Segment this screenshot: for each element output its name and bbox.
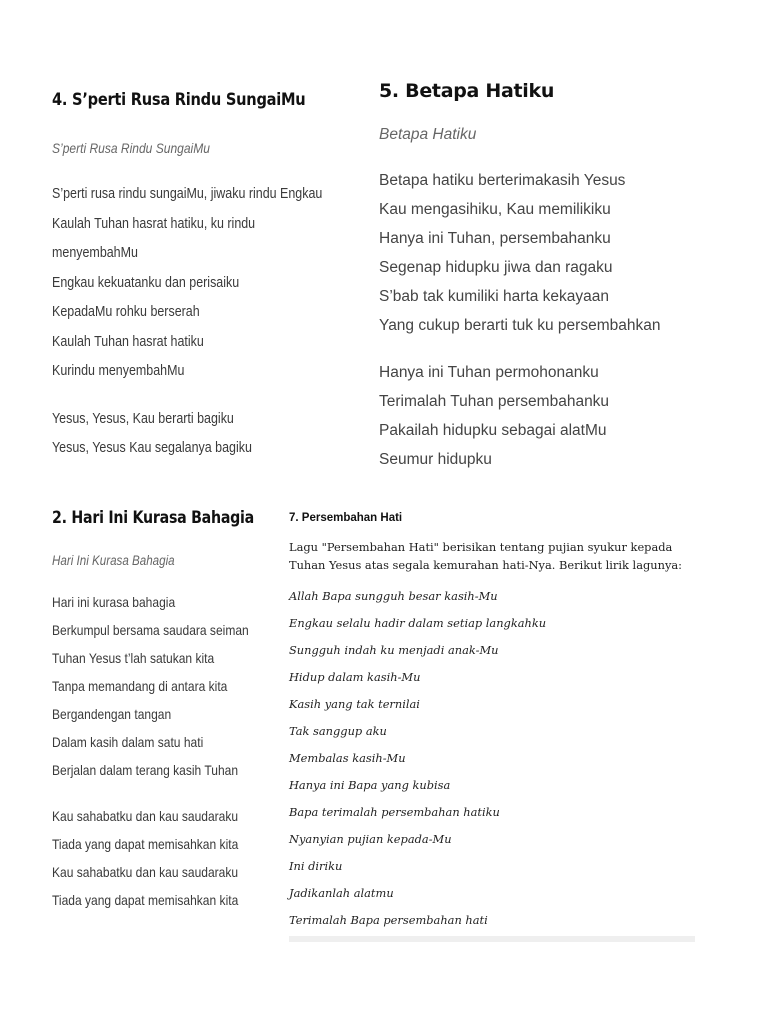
song-2-stanza-2 [52,802,312,914]
lyric-line: Betapa hatiku berterimakasih Yesus [379,172,626,189]
song-2-stanza-1 [52,588,312,784]
song-4-section [52,90,352,464]
lyric-line: KepadaMu rohku berserah [52,304,200,320]
lyric-line: Hidup dalam kasih-Mu [289,670,421,684]
song-2-section [52,508,312,914]
lyric-line: Ini diriku [289,859,343,873]
lyric-line: S’bab tak kumiliki harta kekayaan [379,288,610,305]
song-7-lyrics [289,583,699,934]
song-7-title: 7. Persembahan Hati [289,512,403,524]
lyric-line: Terimalah Bapa persembahan hati [289,913,488,927]
lyric-line: Jadikanlah alatmu [289,886,394,900]
lyric-line: Tuhan Yesus t’lah satukan kita [52,650,215,666]
lyric-line: Bergandengan tangan [52,706,172,722]
lyric-line: Pakailah hidupku sebagai alatMu [379,422,607,439]
lyric-line: Berjalan dalam terang kasih Tuhan [52,762,239,778]
lyric-line: Berkumpul bersama saudara seiman [52,622,249,638]
lyric-line: Bapa terimalah persembahan hatiku [289,805,500,819]
lyric-line: Tiada yang dapat memisahkan kita [52,892,239,908]
lyric-line: Hanya ini Bapa yang kubisa [289,778,451,792]
lyric-line: Yesus, Yesus, Kau berarti bagiku [52,410,234,427]
lyric-line: Tanpa memandang di antara kita [52,678,228,694]
lyric-line: Kau sahabatku dan kau saudaraku [52,864,239,880]
lyric-line: Kaulah Tuhan hasrat hatiku [52,333,204,350]
lyric-line: Terimalah Tuhan persembahanku [379,393,610,410]
lyric-line: Yang cukup berarti tuk ku persembahkan [379,317,661,334]
song-5-title: 5. Betapa Hatiku [379,80,555,102]
song-4-stanza-1 [52,180,352,387]
lyric-line: Engkau kekuatanku dan perisaiku [52,274,240,291]
song-5-subtitle: Betapa Hatiku [379,126,477,143]
lyric-line: Kurindu menyembahMu [52,363,185,379]
song-4-subtitle: S’perti Rusa Rindu SungaiMu [52,140,210,156]
lyric-line: Nyanyian pujian kepada-Mu [289,832,452,846]
song-5-stanza-2 [379,358,719,474]
lyric-line: menyembahMu [52,245,138,261]
song-5-stanza-1 [379,166,719,340]
song-4-stanza-2 [52,405,352,464]
lyric-line: Allah Bapa sungguh besar kasih-Mu [289,589,498,603]
divider-bar [289,936,695,942]
lyric-line: Kau mengasihiku, Kau memilikiku [379,201,611,218]
song-7-section [289,512,699,934]
lyric-line: Hanya ini Tuhan, persembahanku [379,230,611,247]
lyric-line: Engkau selalu hadir dalam setiap langkahku [289,616,547,630]
lyric-line: Sungguh indah ku menjadi anak-Mu [289,643,499,657]
lyric-line: Tak sanggup aku [289,724,387,738]
lyric-line: Tiada yang dapat memisahkan kita [52,836,239,852]
lyric-line: Membalas kasih-Mu [289,751,406,765]
lyric-line: Hanya ini Tuhan permohonanku [379,364,599,381]
lyric-line: Kau sahabatku dan kau saudaraku [52,808,239,824]
lyric-line: S’perti rusa rindu sungaiMu, jiwaku rindu Engkau [52,186,323,202]
song-2-title: 2. Hari Ini Kurasa Bahagia [52,508,254,527]
song-4-title: 4. S’perti Rusa Rindu SungaiMu [52,90,306,110]
song-2-subtitle: Hari Ini Kurasa Bahagia [52,553,175,568]
lyric-line: Dalam kasih dalam satu hati [52,734,204,750]
lyric-line: Seumur hidupku [379,451,492,468]
song-5-section [379,80,719,474]
lyric-line: Hari ini kurasa bahagia [52,594,176,610]
lyric-line: Segenap hidupku jiwa dan ragaku [379,259,613,276]
song-7-intro: Lagu "Persembahan Hati" berisikan tentang pujian syukur kepada Tuhan Yesus atas segala kemurahan hati-Nya. Berikut lirik lagunya: [289,540,683,572]
cropped-text-fragment [52,936,202,946]
lyric-line: Yesus, Yesus Kau segalanya bagiku [52,440,252,456]
lyric-line: Kasih yang tak ternilai [289,697,420,711]
lyric-line: Kaulah Tuhan hasrat hatiku, ku rindu [52,215,256,232]
